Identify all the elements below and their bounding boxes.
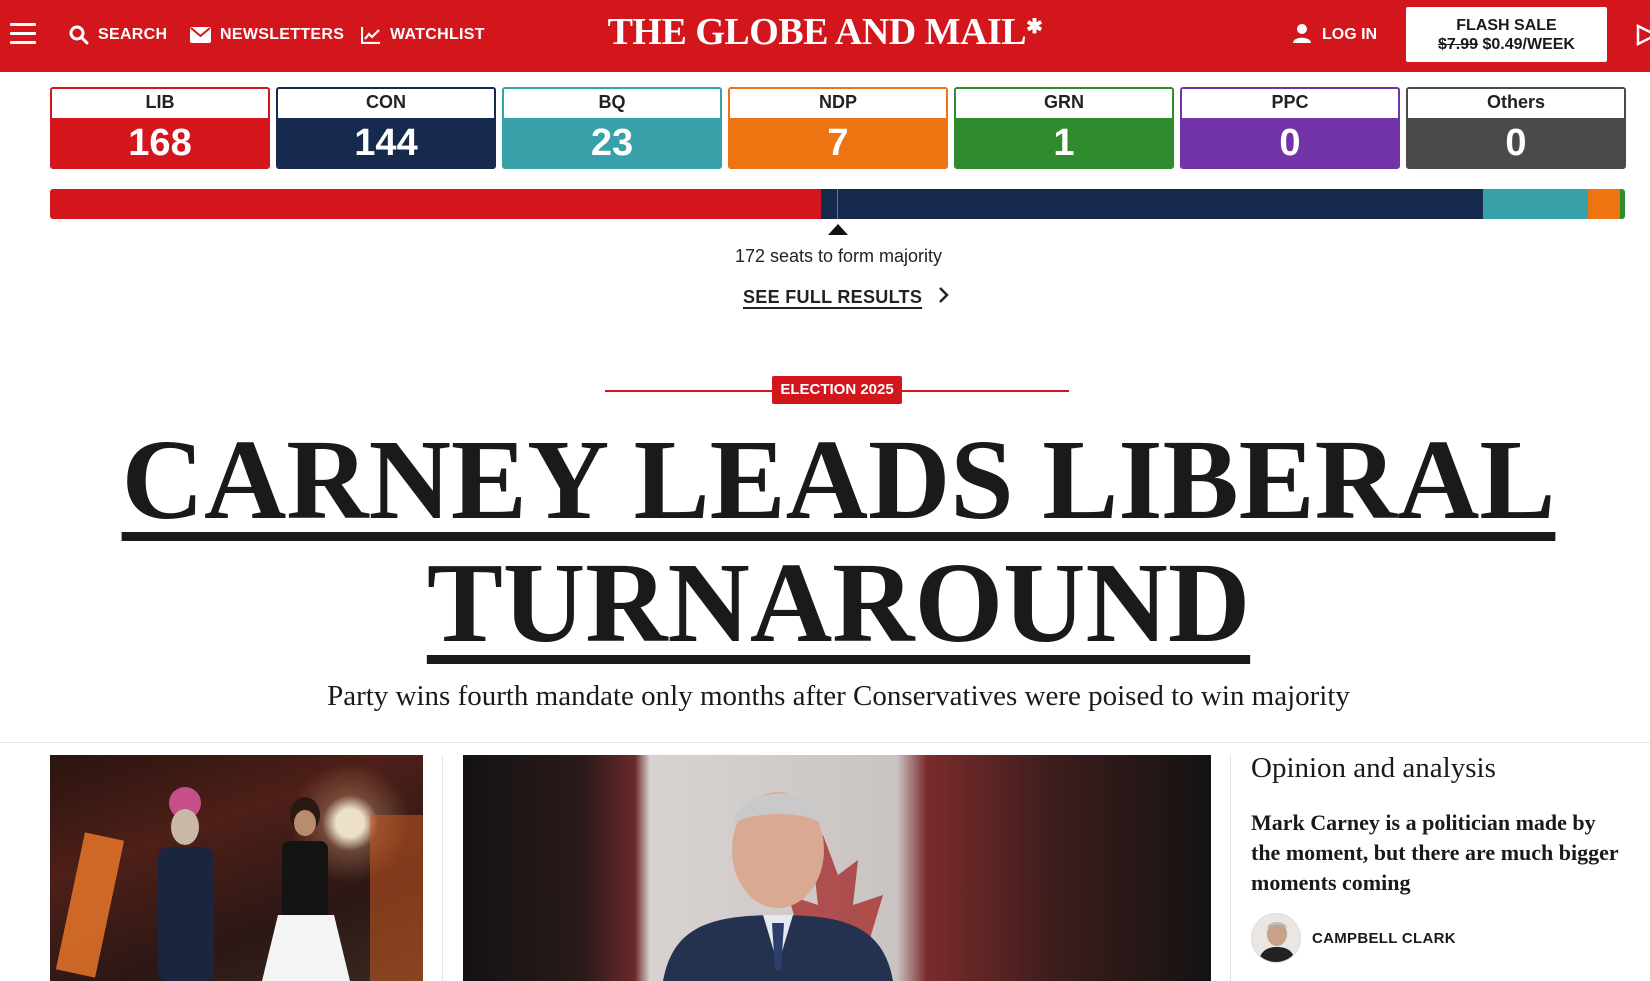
- party-name: CON: [278, 89, 494, 118]
- envelope-icon: [190, 27, 211, 43]
- party-name: GRN: [956, 89, 1172, 118]
- watchlist-button[interactable]: [361, 22, 485, 48]
- see-full-results-label: SEE FULL RESULTS: [743, 286, 923, 307]
- search-button[interactable]: [69, 22, 167, 48]
- play-icon[interactable]: [1636, 24, 1650, 46]
- opinion-article-title[interactable]: Mark Carney is a politician made by the moment, but there are much bigger moments coming: [1251, 810, 1619, 895]
- story-dek: Party wins fourth mandate only months after Conservatives were poised to win majority: [327, 680, 1350, 712]
- login-label: LOG IN: [1322, 26, 1378, 43]
- see-full-results-link[interactable]: [743, 284, 950, 310]
- seat-bar-segment-lib: [50, 189, 821, 219]
- newsletters-label: NEWSLETTERS: [220, 26, 345, 43]
- party-seat-count: 23: [504, 118, 720, 169]
- watchlist-label: WATCHLIST: [390, 26, 485, 43]
- seat-bar-segment-bq: [1483, 189, 1589, 219]
- newsletters-button[interactable]: [190, 22, 344, 48]
- party-card-ndp[interactable]: [728, 87, 948, 169]
- majority-marker-line: [837, 189, 838, 219]
- flash-sale-title: FLASH SALE: [1456, 17, 1557, 34]
- party-card-lib[interactable]: [50, 87, 270, 169]
- maple-leaf-icon: ✱: [1026, 16, 1043, 38]
- kicker-rule-left: [605, 390, 772, 392]
- logo-text: THE GLOBE AND MAIL: [607, 11, 1027, 53]
- party-name: LIB: [52, 89, 268, 118]
- seat-bar-segment-con: [821, 189, 1482, 219]
- majority-text: 172 seats to form majority: [734, 246, 943, 266]
- user-icon: [1292, 23, 1312, 48]
- chart-line-icon: [361, 26, 381, 44]
- section-divider: [0, 742, 1650, 743]
- column-divider: [442, 755, 443, 981]
- party-card-ppc[interactable]: [1180, 87, 1400, 169]
- section-kicker[interactable]: ELECTION 2025: [772, 376, 902, 404]
- party-card-con[interactable]: [276, 87, 496, 169]
- party-card-grn[interactable]: [954, 87, 1174, 169]
- party-name: NDP: [730, 89, 946, 118]
- party-name: Others: [1408, 89, 1624, 118]
- seat-bar-segment-ndp: [1588, 189, 1620, 219]
- story-photo-ndp-rally[interactable]: [50, 755, 423, 981]
- party-seat-count: 7: [730, 118, 946, 169]
- party-seat-count: 1: [956, 118, 1172, 169]
- column-divider: [1230, 755, 1231, 981]
- site-header: [0, 0, 1650, 72]
- chevron-right-icon: [938, 286, 950, 309]
- login-button[interactable]: [1292, 22, 1377, 48]
- party-card-bq[interactable]: [502, 87, 722, 169]
- menu-icon[interactable]: [10, 23, 36, 45]
- party-seat-count: 144: [278, 118, 494, 169]
- lead-headline[interactable]: [0, 418, 1650, 664]
- search-label: SEARCH: [98, 26, 168, 43]
- flash-sale-button[interactable]: [1406, 7, 1607, 62]
- search-icon: [69, 25, 89, 45]
- story-photo-carney[interactable]: [463, 755, 1211, 981]
- kicker-rule-right: [902, 390, 1069, 392]
- headline-line-1[interactable]: CARNEY LEADS LIBERAL: [121, 416, 1556, 543]
- opinion-author-name: CAMPBELL CLARK: [1312, 929, 1456, 947]
- flash-sale-new-price: $0.49/WEEK: [1482, 36, 1575, 53]
- opinion-heading: Opinion and analysis: [1251, 752, 1496, 784]
- party-seat-count: 0: [1408, 118, 1624, 169]
- party-name: BQ: [504, 89, 720, 118]
- avatar: [1251, 913, 1301, 963]
- party-card-others[interactable]: [1406, 87, 1626, 169]
- majority-marker-icon: [828, 224, 848, 235]
- flash-sale-old-price: $7.99: [1438, 36, 1479, 53]
- party-seat-count: 0: [1182, 118, 1398, 169]
- flash-sale-price: [1406, 35, 1607, 54]
- party-seat-count: 168: [52, 118, 268, 169]
- opinion-author[interactable]: [1251, 913, 1456, 963]
- headline-line-2[interactable]: TURNAROUND: [426, 539, 1251, 666]
- seat-bar-segment-grn: [1620, 189, 1625, 219]
- party-name: PPC: [1182, 89, 1398, 118]
